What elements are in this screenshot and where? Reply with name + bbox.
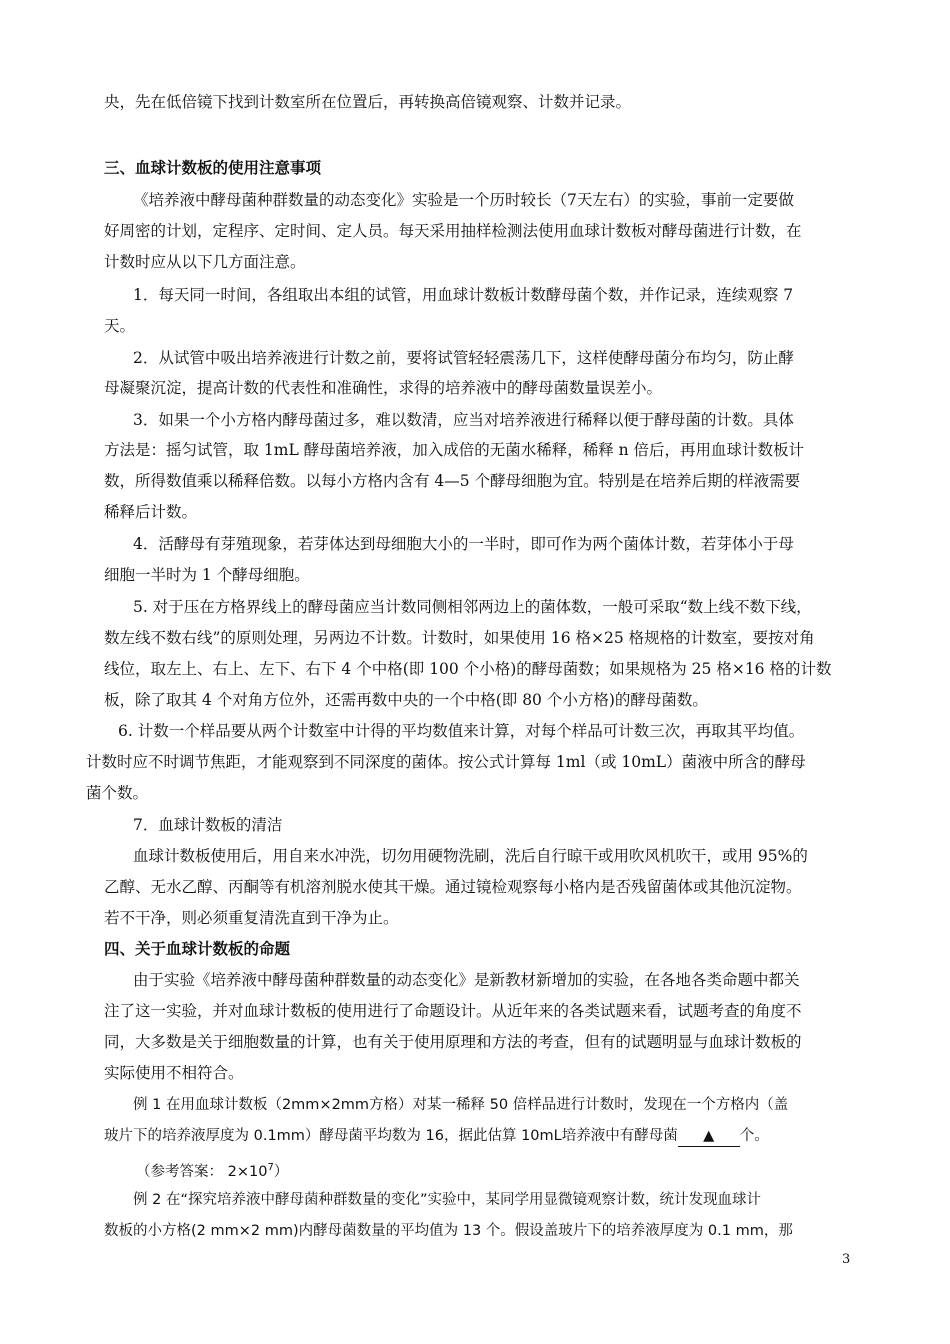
- text-line: 注了这一实验，并对血球计数板的使用进行了命题设计。从近年来的各类试题来看，试题考查的角度不: [104, 1002, 802, 1020]
- text-line: 数左线不数右线”的原则处理，另两边不计数。计数时，如果使用 16 格×25 格规格的计数室，要按对角: [104, 629, 815, 647]
- answer-blank: ▲: [678, 1126, 740, 1147]
- text-line: 细胞一半时为 1 个酵母细胞。: [104, 566, 310, 584]
- text-line: 央，先在低倍镜下找到计数室所在位置后，再转换高倍镜观察、计数并记录。: [104, 93, 632, 111]
- list-item-4: 4．活酵母有芽殖现象，若芽体达到母细胞大小的一半时，即可作为两个菌体计数，若芽体小于母: [133, 535, 794, 553]
- answer-text: （参考答案： 2×10: [136, 1163, 268, 1180]
- example-2-line: 例 2 在“探究培养液中酵母菌种群数量的变化”实验中，某同学用显微镜观察计数，统计发现血球计: [133, 1192, 761, 1208]
- answer-close: ）: [273, 1163, 289, 1180]
- text-line: 实际使用不相符合。: [104, 1064, 244, 1082]
- text-line: 计数时应不时调节焦距，才能观察到不同深度的菌体。按公式计算每 1ml（或 10mL）菌液中所含的酵母: [86, 753, 806, 771]
- text-line: 稀释后计数。: [104, 503, 198, 521]
- list-item-5: 5. 对于压在方格界线上的酵母菌应当计数同侧相邻两边上的菌体数，一般可采取“数上线不数下线，: [133, 598, 812, 616]
- text-line: 由于实验《培养液中酵母菌种群数量的动态变化》是新教材新增加的实验，在各地各类命题中都关: [133, 971, 800, 989]
- example-1-text: 玻片下的培养液厚度为 0.1mm）酵母菌平均数为 16，据此估算 10mL培养液中有酵母菌: [104, 1128, 678, 1144]
- text-line: 同，大多数是关于细胞数量的计算，也有关于使用原理和方法的考查，但有的试题明显与血球计数板的: [104, 1033, 802, 1051]
- answer-exponent: 7: [267, 1162, 274, 1173]
- page-number: 3: [842, 1252, 851, 1267]
- text-line: 数，所得数值乘以稀释倍数。以每小方格内含有 4—5 个酵母细胞为宜。特别是在培养后期的样液需要: [104, 472, 801, 490]
- text-line: 若不干净，则必须重复清洗直到干净为止。: [104, 909, 399, 927]
- text-line: 乙醇、无水乙醇、丙酮等有机溶剂脱水使其干燥。通过镜检观察每小格内是否残留菌体或其他沉淀物。: [104, 878, 802, 896]
- list-item-3: 3．如果一个小方格内酵母菌过多，难以数清，应当对培养液进行稀释以便于酵母菌的计数。具体: [133, 411, 794, 429]
- text-line: 血球计数板使用后，用自来水冲洗，切勿用硬物洗刷，洗后自行晾干或用吹风机吹干，或用 95%的: [133, 847, 808, 865]
- section-heading-3: 三、血球计数板的使用注意事项: [104, 158, 322, 177]
- example-2-line: 数板的小方格(2 mm×2 mm)内酵母菌数量的平均值为 13 个。假设盖玻片下的培养液厚度为 0.1 mm，那: [104, 1223, 793, 1239]
- text-line: 《培养液中酵母菌种群数量的动态变化》实验是一个历时较长（7天左右）的实验，事前一定要做: [133, 191, 794, 209]
- list-item-7: 7．血球计数板的清洁: [133, 816, 283, 834]
- text-line: 方法是：摇匀试管，取 1mL 酵母菌培养液，加入成倍的无菌水稀释，稀释 n 倍后，再用血球计数板计: [104, 441, 805, 459]
- text-line: 母凝聚沉淀，提高计数的代表性和准确性，求得的培养液中的酵母菌数量误差小。: [104, 379, 663, 397]
- reference-answer: [136, 1158, 950, 1182]
- text-line: 好周密的计划，定程序、定时间、定人员。每天采用抽样检测法使用血球计数板对酵母菌进行计数，在: [104, 222, 802, 240]
- list-item-1: 1．每天同一时间，各组取出本组的试管，用血球计数板计数酵母菌个数，并作记录，连续观察 7: [133, 286, 794, 304]
- list-item-6: 6. 计数一个样品要从两个计数室中计得的平均数值来计算，对每个样品可计数三次，再取其平均值。: [118, 722, 805, 740]
- example-1-line: 例 1 在用血球计数板（2mm×2mm方格）对某一稀释 50 倍样品进行计数时，发现在一个方格内（盖: [133, 1097, 789, 1113]
- text-line: 计数时应从以下几方面注意。: [104, 253, 306, 271]
- text-line: 菌个数。: [86, 784, 149, 802]
- text-line: 板，除了取其 4 个对角方位外，还需再数中央的一个中格(即 80 个小方格)的酵母菌数。: [104, 691, 708, 709]
- example-1-line: [104, 1126, 950, 1147]
- text-line: 天。: [104, 317, 136, 335]
- text-line: 线位，取左上、右上、左下、右下 4 个中格(即 100 个小格)的酵母菌数；如果规格为 25 格×16 格的计数: [104, 660, 832, 678]
- list-item-2: 2．从试管中吸出培养液进行计数之前，要将试管轻轻震荡几下，这样使酵母菌分布均匀，防止酵: [133, 349, 794, 367]
- blank-suffix: 个。: [739, 1128, 769, 1144]
- section-heading-4: 四、关于血球计数板的命题: [104, 939, 291, 958]
